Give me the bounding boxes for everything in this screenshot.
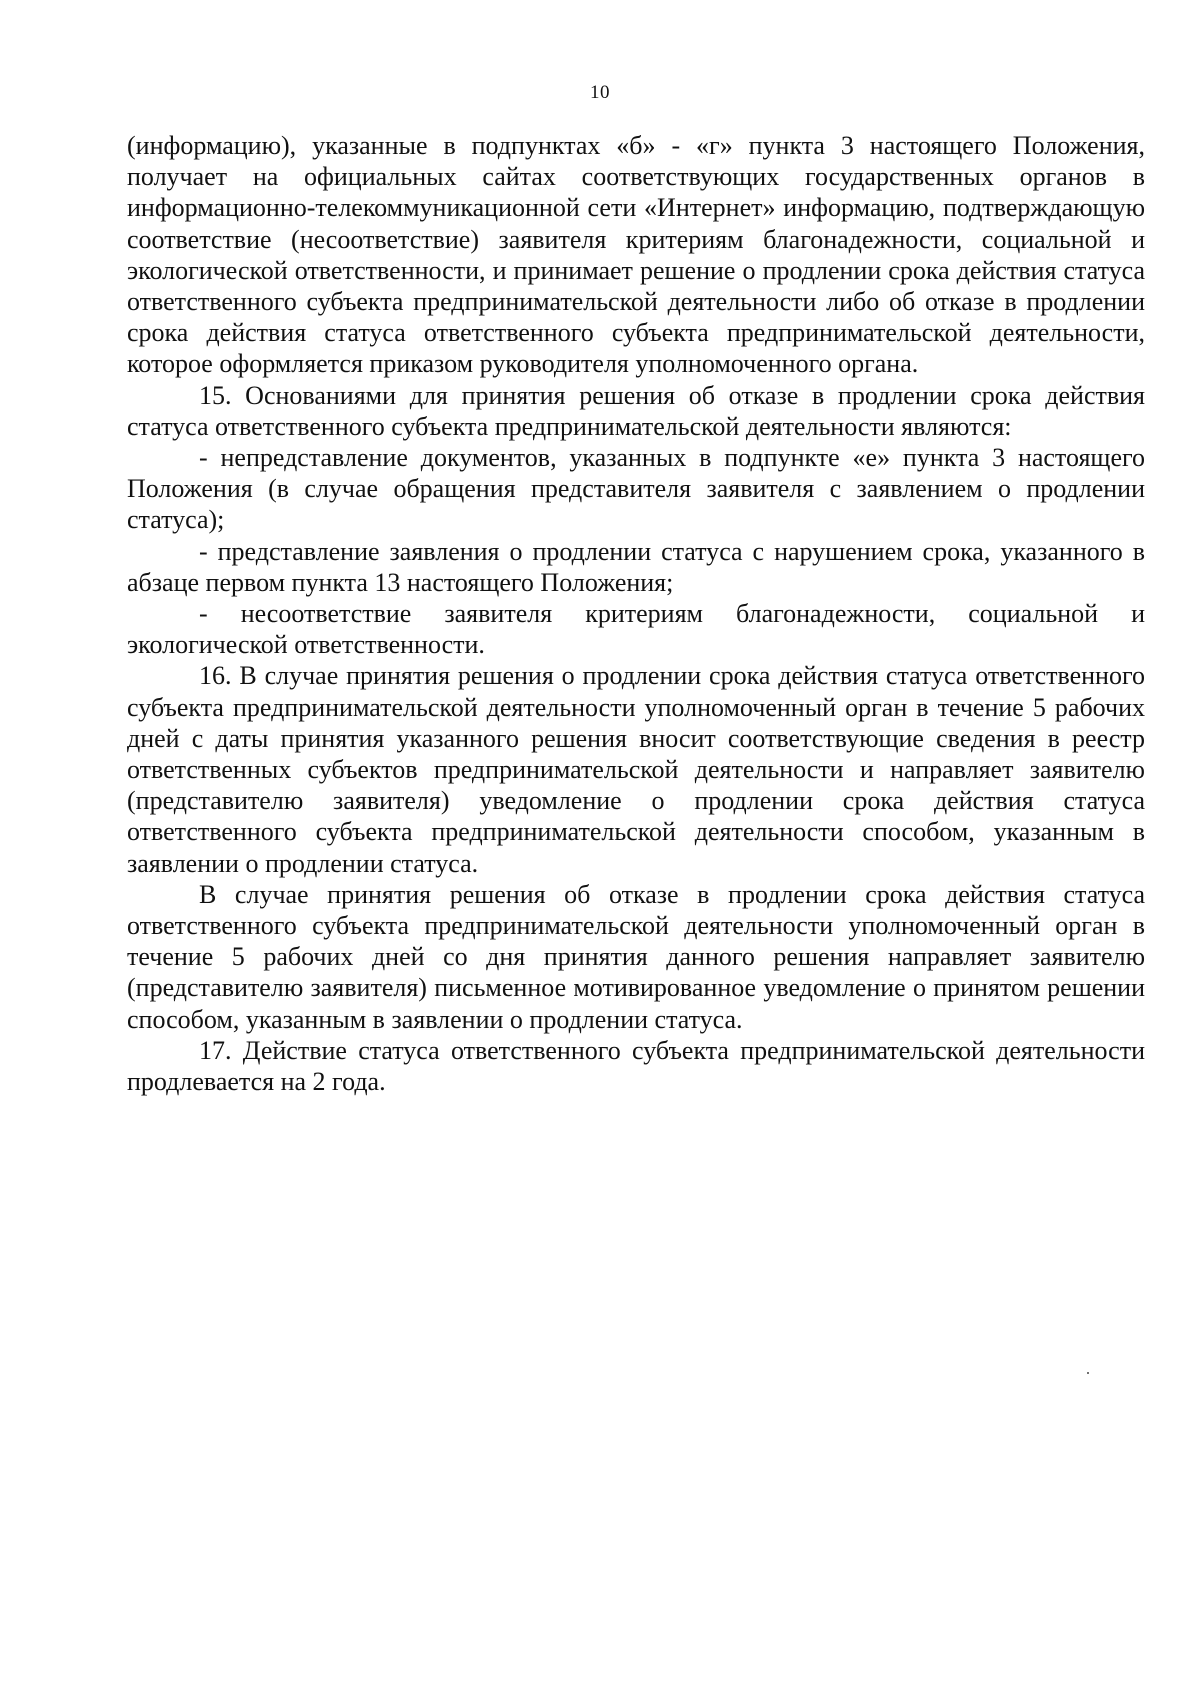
paragraph-item-16: 16. В случае принятия решения о продлении срока действия статуса ответственного субъекта предпринимательской деятельности уполномоченный орган в течение 5 рабочих дней с даты принятия указанного решения вносит соответствующие сведения в реестр ответственных субъектов предпринимательской деятельности и направляет заявителю (представителю заявителя) уведомление о продлении срока действия статуса ответственного субъекта предпринимательской деятельности способом, указанным в заявлении о продлении статуса. bbox=[127, 661, 1145, 878]
page-number: 10 bbox=[590, 82, 610, 103]
list-item-grounds-2: - представление заявления о продлении статуса с нарушением срока, указанного в абзаце первом пункта 13 настоящего Положения; bbox=[127, 536, 1145, 597]
scan-speck bbox=[1087, 1372, 1089, 1374]
list-item-grounds-3: - несоответствие заявителя критериям благонадежности, социальной и экологической ответственности. bbox=[127, 599, 1145, 660]
paragraph-continuation: (информацию), указанные в подпунктах «б» - «г» пункта 3 настоящего Положения, получает на официальных сайтах соответствующих государственных органов в информационно-телекоммуникационной сети «Интернет» информацию, подтверждающую соответствие (несоответствие) заявителя критериям благонадежности, социальной и экологической ответственности, и принимает решение о продлении срока действия статуса ответственного субъекта предпринимательской деятельности либо об отказе в продлении срока действия статуса ответственного субъекта предпринимательской деятельности, которое оформляется приказом руководителя уполномоченного органа. bbox=[127, 131, 1145, 379]
paragraph-item-17: 17. Действие статуса ответственного субъекта предпринимательской деятельности продлевается на 2 года. bbox=[127, 1035, 1145, 1097]
list-item-grounds-1: - непредставление документов, указанных в подпункте «е» пункта 3 настоящего Положения (в случае обращения представителя заявителя с заявлением о продлении статуса); bbox=[127, 443, 1145, 535]
paragraph-item-15: 15. Основаниями для принятия решения об отказе в продлении срока действия статуса ответственного субъекта предпринимательской деятельности являются: bbox=[127, 380, 1145, 441]
document-body bbox=[127, 130, 1145, 1097]
paragraph-item-16-refusal: В случае принятия решения об отказе в продлении срока действия статуса ответственного субъекта предпринимательской деятельности уполномоченный орган в течение 5 рабочих дней со дня принятия данного решения направляет заявителю (представителю заявителя) письменное мотивированное уведомление о принятом решении способом, указанным в заявлении о продлении статуса. bbox=[127, 879, 1145, 1034]
